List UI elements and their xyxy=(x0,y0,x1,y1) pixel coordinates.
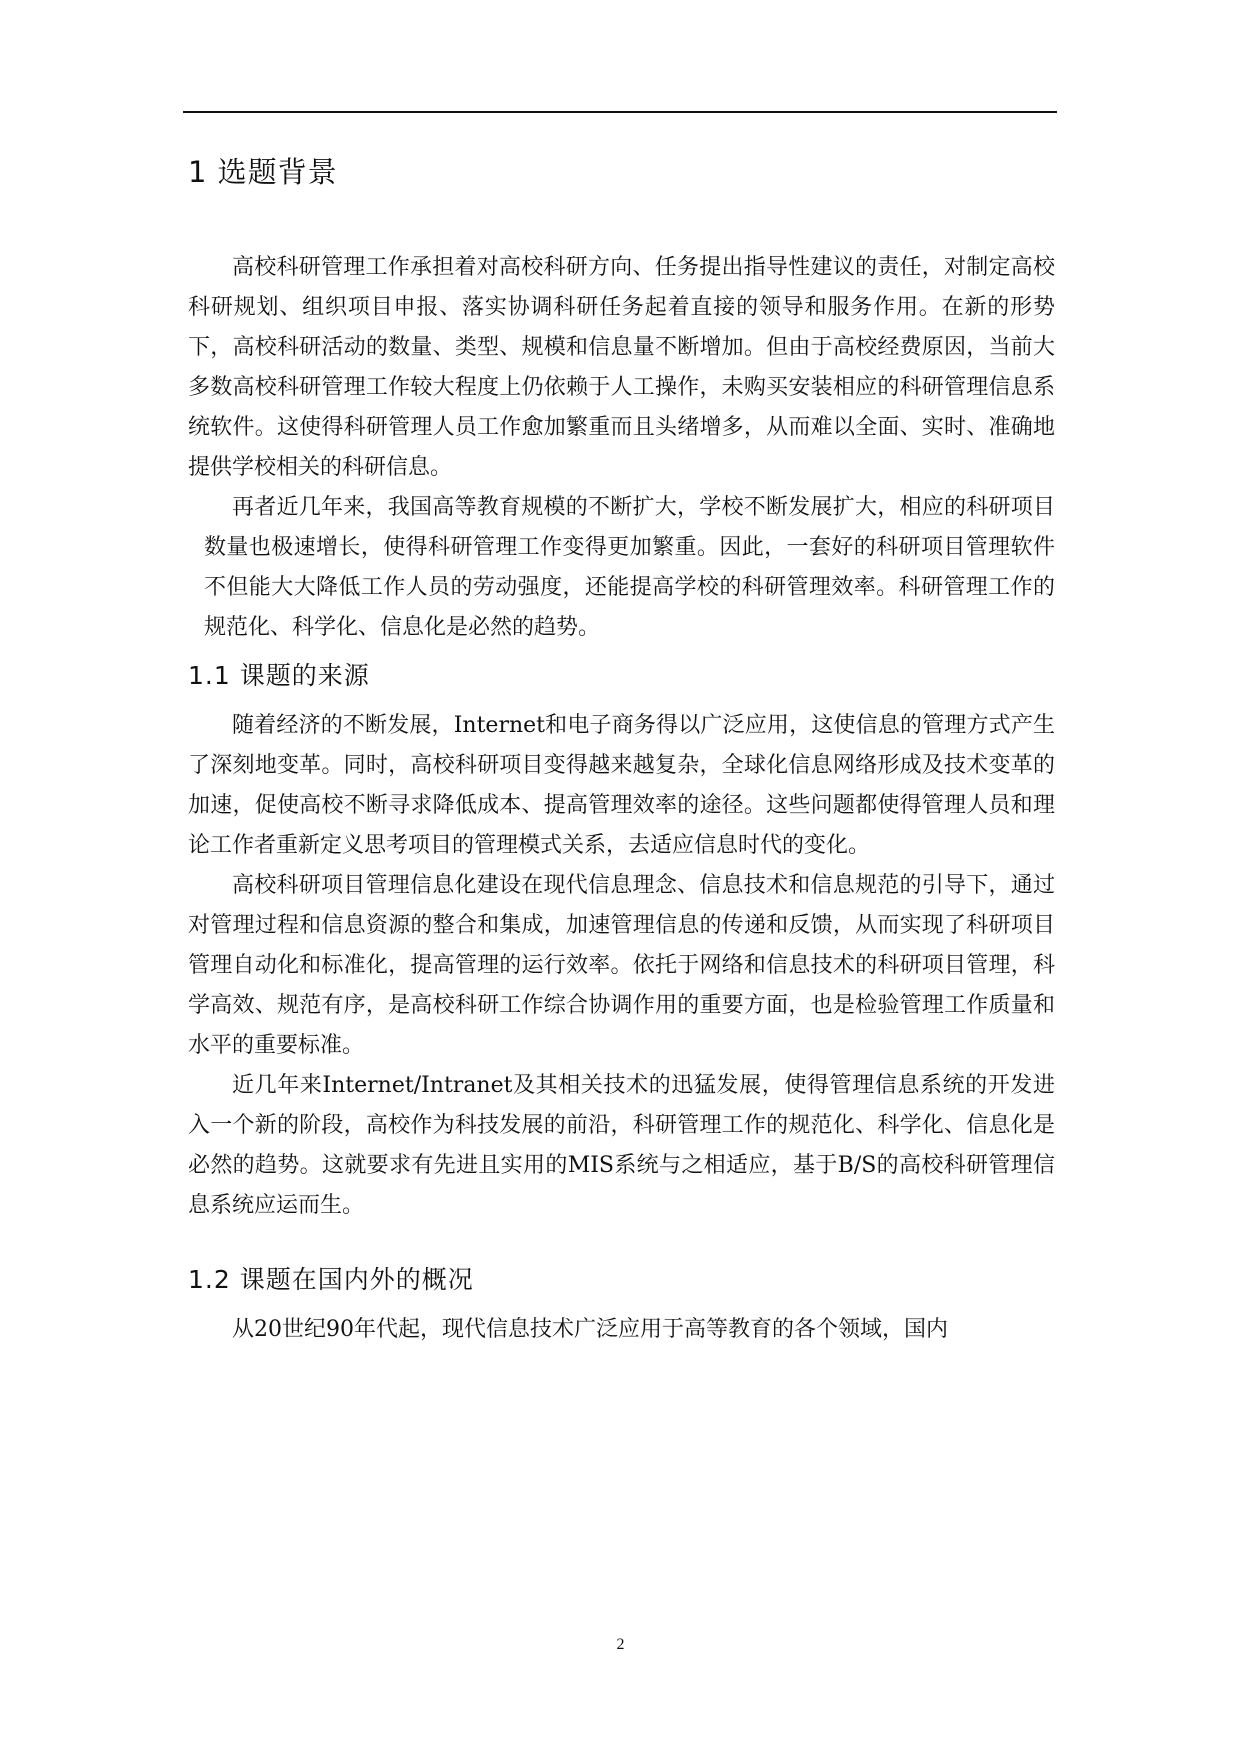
paragraph: 从20世纪90年代起，现代信息技术广泛应用于高等教育的各个领域，国内 xyxy=(232,1317,948,1342)
paragraph: 高校科研管理工作承担着对高校科研方向、任务提出指导性建议的责任，对制定高校科研规划、组织项目申报、落实协调科研任务起着直接的领导和服务作用。在新的形势下，高校科研活动的数量、类型、规模和信息量不断增加。但由于高校经费原因，当前大多数高校科研管理工作较大程度上仍依赖于人工操作，未购买安装相应的科研管理信息系统软件。这使得科研管理人员工作愈加繁重而且头绪增多，从而难以全面、实时、准确地提供学校相关的科研信息。 xyxy=(188,255,1055,480)
paragraph: 随着经济的不断发展，Internet和电子商务得以广泛应用，这使信息的管理方式产生了深刻地变革。同时，高校科研项目变得越来越复杂，全球化信息网络形成及技术变革的加速，促使高校不断寻求降低成本、提高管理效率的途径。这些问题都使得管理人员和理论工作者重新定义思考项目的管理模式关系，去适应信息时代的变化。 xyxy=(188,713,1055,858)
subsection-title: 1.2 课题在国内外的概况 xyxy=(188,1265,474,1294)
page-content xyxy=(188,150,1055,1350)
page-number: 2 xyxy=(616,1636,625,1653)
paragraph: 再者近几年来，我国高等教育规模的不断扩大，学校不断发展扩大，相应的科研项目数量也极速增长，使得科研管理工作变得更加繁重。因此，一套好的科研项目管理软件不但能大大降低工作人员的劳动强度，还能提高学校的科研管理效率。科研管理工作的规范化、科学化、信息化是必然的趋势。 xyxy=(204,495,1055,640)
section-title: 1 选题背景 xyxy=(188,155,338,189)
header-rule xyxy=(183,111,1057,113)
paragraph: 高校科研项目管理信息化建设在现代信息理念、信息技术和信息规范的引导下，通过对管理过程和信息资源的整合和集成，加速管理信息的传递和反馈，从而实现了科研项目管理自动化和标准化，提高管理的运行效率。依托于网络和信息技术的科研项目管理，科学高效、规范有序，是高校科研工作综合协调作用的重要方面，也是检验管理工作质量和水平的重要标准。 xyxy=(188,873,1055,1058)
subsection-title: 1.1 课题的来源 xyxy=(188,661,370,690)
paragraph: 近几年来Internet/Intranet及其相关技术的迅猛发展，使得管理信息系统的开发进入一个新的阶段，高校作为科技发展的前沿，科研管理工作的规范化、科学化、信息化是必然的趋势。这就要求有先进且实用的MIS系统与之相适应，基于B/S的高校科研管理信息系统应运而生。 xyxy=(188,1073,1055,1218)
